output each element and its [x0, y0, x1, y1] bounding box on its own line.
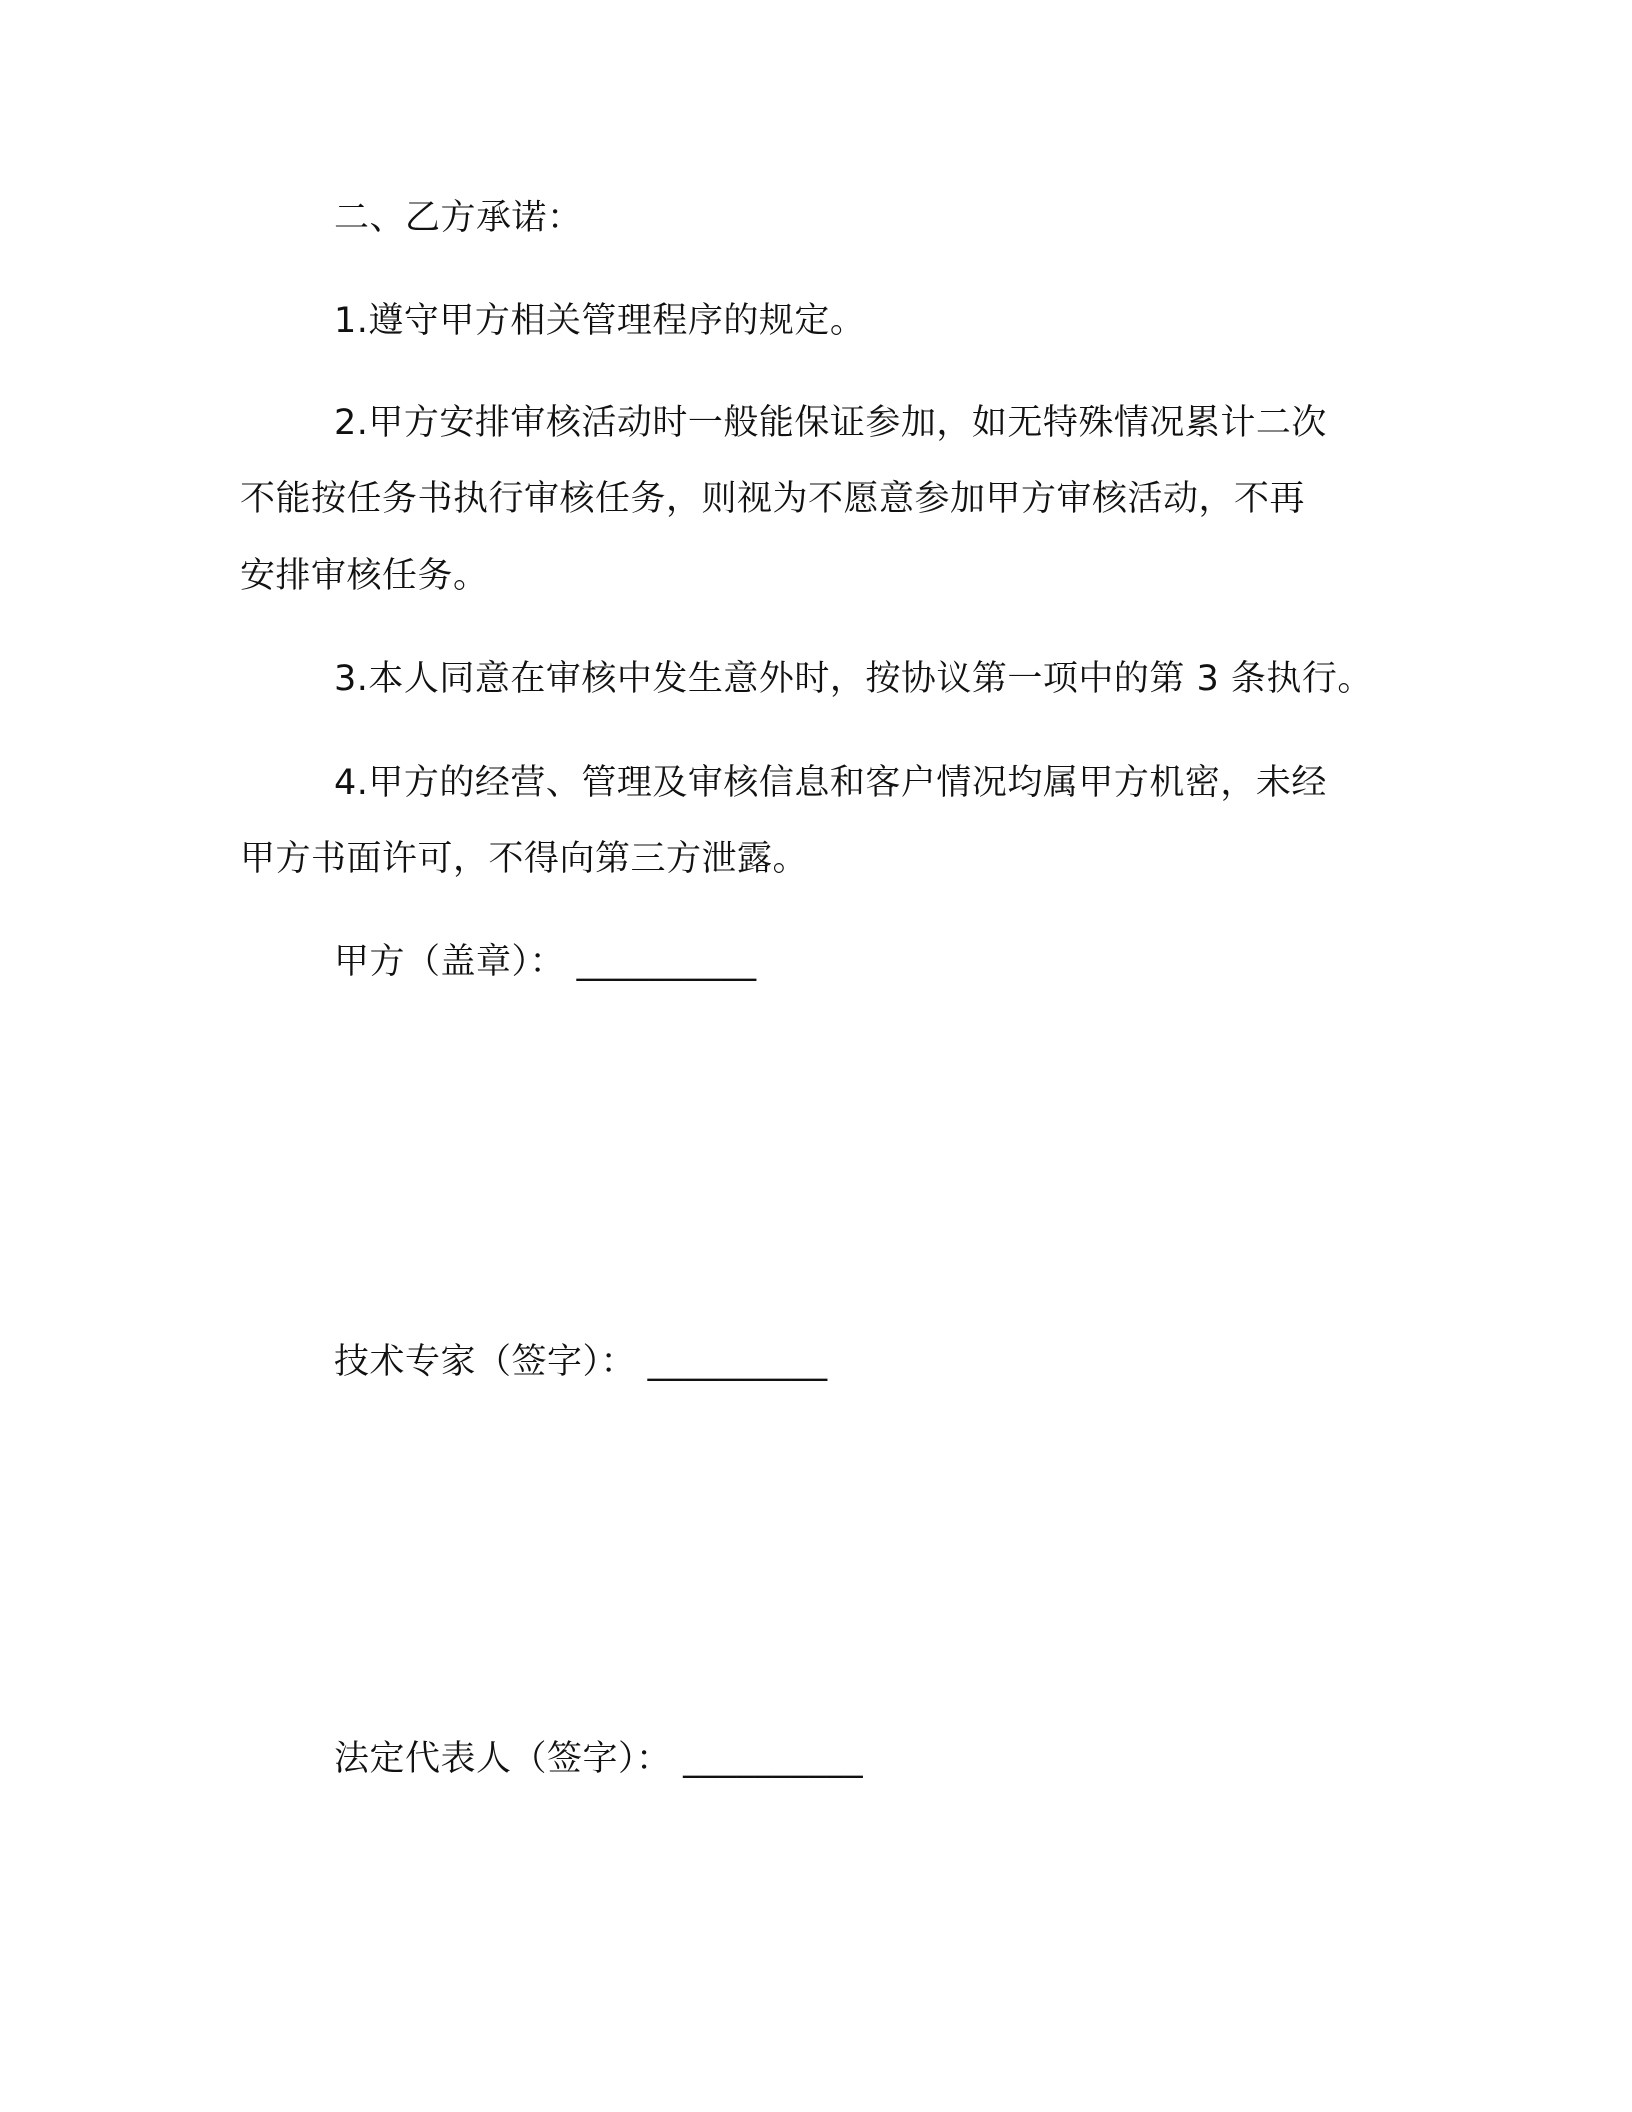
section-heading: 二、乙方承诺：	[334, 198, 583, 238]
clause-1-line-1: 1.遵守甲方相关管理程序的规定。	[334, 301, 866, 341]
signature-technical-expert	[334, 1342, 828, 1382]
clause-2-line-2: 不能按任务书执行审核任务，则视为不愿意参加甲方审核活动，不再	[240, 479, 1306, 519]
clause-4-line-2: 甲方书面许可，不得向第三方泄露。	[240, 839, 809, 879]
signature-party-a	[334, 942, 757, 982]
clause-2-line-1: 2.甲方安排审核活动时一般能保证参加，如无特殊情况累计二次	[334, 403, 1327, 443]
signature-party-a-label: 甲方（盖章）：	[334, 942, 566, 982]
signature-legal-representative-blank: __________	[683, 1739, 864, 1779]
signature-legal-representative-label: 法定代表人（签字）：	[334, 1739, 672, 1779]
clause-2-line-3: 安排审核任务。	[240, 556, 489, 596]
signature-technical-expert-label: 技术专家（签字）：	[334, 1342, 637, 1382]
signature-technical-expert-blank: __________	[647, 1342, 828, 1382]
signature-party-a-blank: __________	[576, 942, 757, 982]
clause-3-line-1: 3.本人同意在审核中发生意外时，按协议第一项中的第 3 条执行。	[334, 659, 1373, 699]
signature-legal-representative	[334, 1739, 863, 1779]
clause-4-line-1: 4.甲方的经营、管理及审核信息和客户情况均属甲方机密，未经	[334, 763, 1327, 803]
